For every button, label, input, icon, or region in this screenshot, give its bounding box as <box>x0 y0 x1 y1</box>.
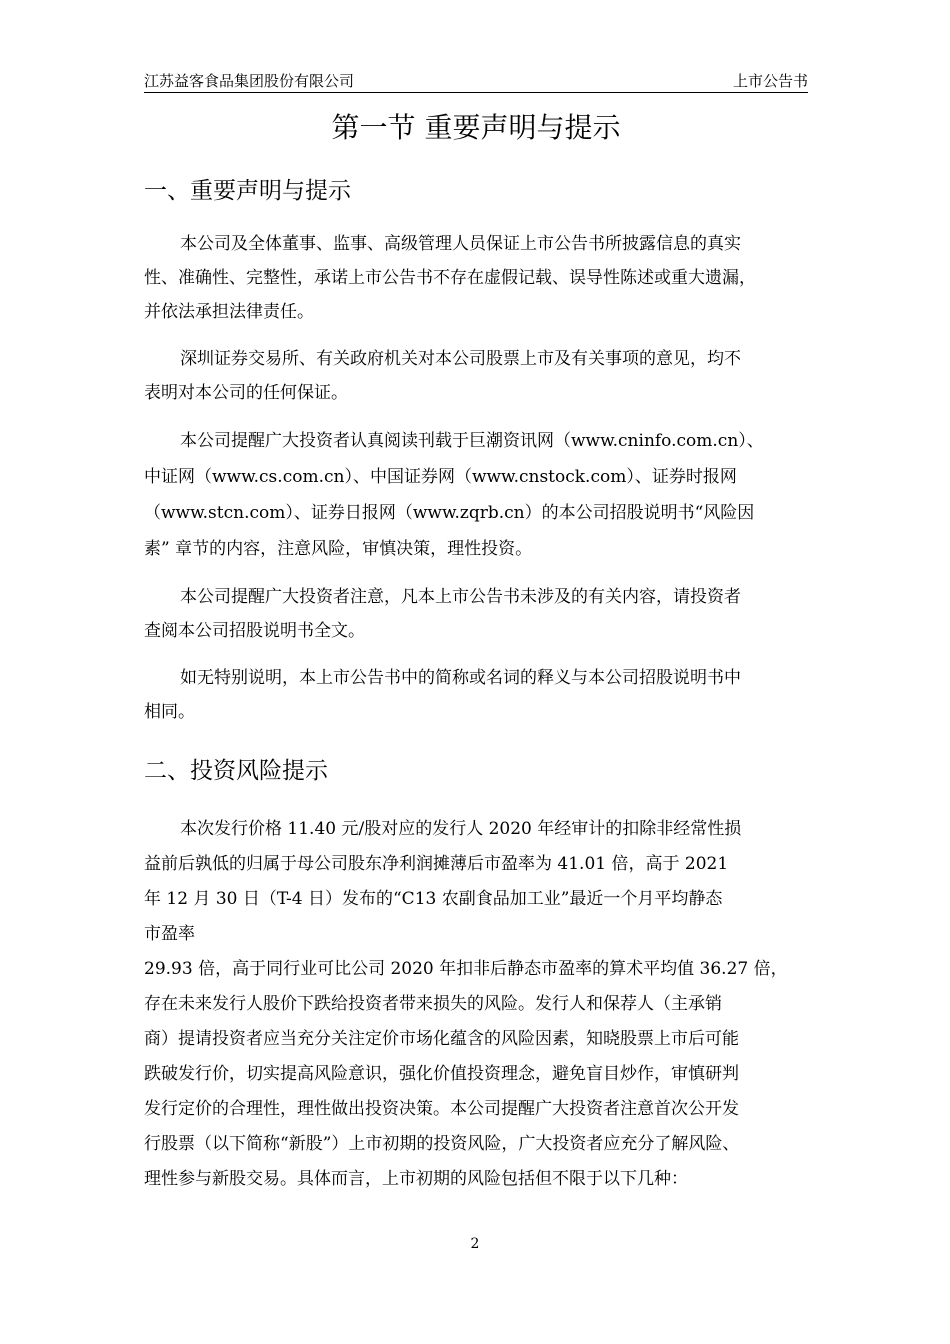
heading-important-statement: 一、重要声明与提示 <box>144 178 351 204</box>
paragraph-line: 跌破发行价，切实提高风险意识，强化价值投资理念，避免盲目炒作，审慎研判 <box>144 1064 739 1084</box>
section-title: 第一节 重要声明与提示 <box>331 111 621 144</box>
paragraph-line: 本公司提醒广大投资者认真阅读刊载于巨潮资讯网（www.cninfo.com.cn）、 <box>180 431 764 451</box>
paragraph-line: 深圳证券交易所、有关政府机关对本公司股票上市及有关事项的意见，均不 <box>180 349 741 369</box>
paragraph-line: 性、准确性、完整性，承诺上市公告书不存在虚假记载、误导性陈述或重大遗漏， <box>144 268 756 288</box>
paragraph-line: 相同。 <box>144 702 195 722</box>
paragraph-line: 查阅本公司招股说明书全文。 <box>144 621 365 641</box>
paragraph-line: 如无特别说明，本上市公告书中的简称或名词的释义与本公司招股说明书中 <box>180 668 741 688</box>
paragraph-line: 商）提请投资者应当充分关注定价市场化蕴含的风险因素，知晓股票上市后可能 <box>144 1029 739 1049</box>
paragraph-line: 存在未来发行人股价下跌给投资者带来损失的风险。发行人和保荐人（主承销 <box>144 994 722 1014</box>
paragraph-line: 益前后孰低的归属于母公司股东净利润摊薄后市盈率为 41.01 倍，高于 2021 <box>144 854 729 874</box>
paragraph-line: 并依法承担法律责任。 <box>144 302 314 322</box>
header-doc-type: 上市公告书 <box>732 72 808 90</box>
paragraph-line: 表明对本公司的任何保证。 <box>144 383 348 403</box>
paragraph-line: 本公司提醒广大投资者注意，凡本上市公告书未涉及的有关内容，请投资者 <box>180 587 741 607</box>
heading-investment-risk: 二、投资风险提示 <box>144 758 328 784</box>
page-number: 2 <box>470 1236 480 1252</box>
paragraph-line: 素” 章节的内容，注意风险，审慎决策，理性投资。 <box>144 539 533 559</box>
paragraph-line: 发行定价的合理性，理性做出投资决策。本公司提醒广大投资者注意首次公开发 <box>144 1099 739 1119</box>
paragraph-line: 本次发行价格 11.40 元/股对应的发行人 2020 年经审计的扣除非经常性损 <box>180 819 742 839</box>
header-company: 江苏益客食品集团股份有限公司 <box>144 72 355 90</box>
paragraph-line: 行股票（以下简称“新股”）上市初期的投资风险，广大投资者应充分了解风险、 <box>144 1134 740 1154</box>
paragraph-line: 本公司及全体董事、监事、高级管理人员保证上市公告书所披露信息的真实 <box>180 234 741 254</box>
paragraph-line: 年 12 月 30 日（T-4 日）发布的“C13 农副食品加工业”最近一个月平均静态 <box>144 889 723 909</box>
paragraph-line: 理性参与新股交易。具体而言，上市初期的风险包括但不限于以下几种： <box>144 1169 688 1189</box>
page-header <box>144 70 808 93</box>
paragraph-line: 市盈率 <box>144 924 195 944</box>
paragraph-line: 中证网（www.cs.com.cn）、中国证券网（www.cnstock.com）、证券时报网 <box>144 467 737 487</box>
paragraph-line: （www.stcn.com）、证券日报网（www.zqrb.cn）的本公司招股说明书“风险因 <box>144 503 755 523</box>
paragraph-line: 29.93 倍，高于同行业可比公司 2020 年扣非后静态市盈率的算术平均值 36.27 倍， <box>144 959 788 979</box>
